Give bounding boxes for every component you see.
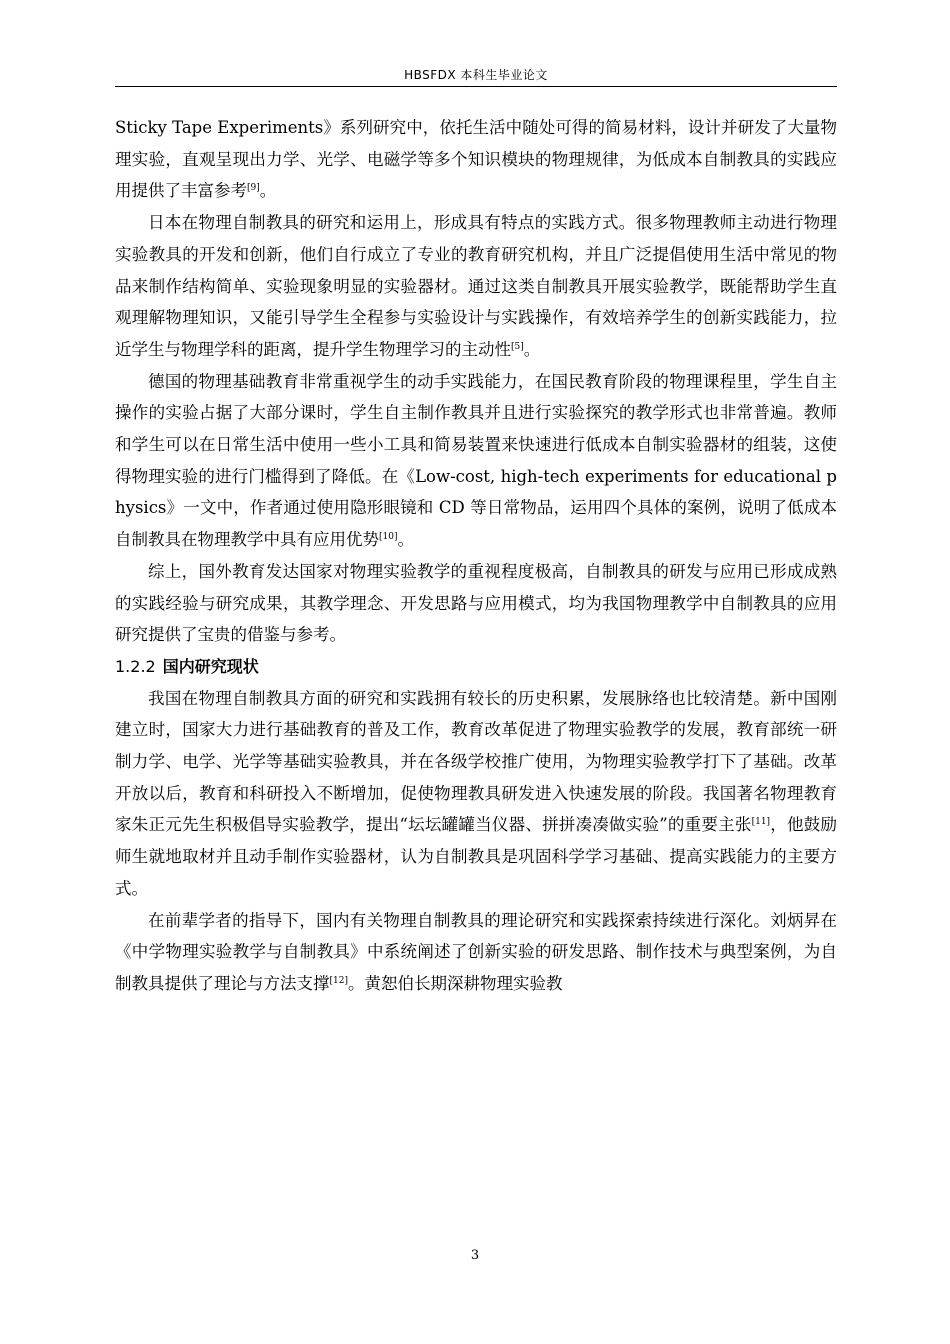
page-number: 3 [470,1248,480,1263]
citation: [12] [329,975,348,986]
header-rule [115,86,837,87]
paragraph-japan [115,207,837,366]
paragraph-text: 德国的物理基础教育非常重视学生的动手实践能力，在国民教育阶段的物理课程里，学生自主操作的实验占据了大部分课时，学生自主制作教具并且进行实验探究的教学形式也非常普遍。教师和学生可以在日常生活中使用一些小工具和简易装置来快速进行低成本自制实验器材的组装，这使得物理实验的进行门槛得到了降低。在《Low-cost, high-tech experiments for educational physics》一文中，作者通过使用隐形眼镜和 CD 等日常物品，运用四个具体的案例，说明了低成本自制教具在物理教学中具有应用优势 [115,371,837,550]
paragraph-summary [115,556,837,651]
paragraph-text: 综上，国外教育发达国家对物理实验教学的重视程度极高，自制教具的研发与应用已形成成熟的实践经验与研究成果，其教学理念、开发思路与应用模式，均为我国物理教学中自制教具的应用研究提供了宝贵的借鉴与参考。 [115,561,837,645]
citation: [9] [247,183,260,194]
body-text [115,112,837,1000]
paragraph-text: 日本在物理自制教具的研究和运用上，形成具有特点的实践方式。很多物理教师主动进行物理实验教具的开发和创新，他们自行成立了专业的教育研究机构，并且广泛提倡使用生活中常见的物品来制作结构简单、实验现象明显的实验器材。通过这类自制教具开展实验教学，既能帮助学生直观理解物理知识，又能引导学生全程参与实验设计与实践操作，有效培养学生的创新实践能力，拉近学生与物理学科的距离，提升学生物理学习的主动性 [115,213,837,359]
paragraph-end: 。 [259,181,277,201]
paragraph-text: 我国在物理自制教具方面的研究和实践拥有较长的历史积累，发展脉络也比较清楚。新中国刚建立时，国家大力进行基础教育的普及工作，教育改革促进了物理实验教学的发展，教育部统一研制力学、电学、光学等基础实验教具，并在各级学校推广使用，为物理实验教学打下了基础。改革开放以后，教育和科研投入不断增加，促使物理教具研发进入快速发展的阶段。我国著名物理教育家朱正元先生积极倡导实验教学，提出“坛坛罐罐当仪器、拼拼凑凑做实验”的重要主张 [115,688,837,835]
paragraph-continued [115,112,837,207]
running-header: HBSFDX 本科生毕业论文 [404,68,548,82]
paragraph-text: Sticky Tape Experiments》系列研究中，依托生活中随处可得的简易材料，设计并研发了大量物理实验，直观呈现出力学、光学、电磁学等多个知识模块的物理规律，为低成本自制教具的实践应用提供了丰富参考 [115,118,837,201]
paragraph-end: 。 [523,339,541,359]
citation: [10] [379,532,398,543]
citation: [11] [751,817,771,828]
paragraph-domestic-history [115,683,837,905]
paragraph-end: ，他鼓励师生就地取材并且动手制作实验器材，认为自制教具是巩固科学学习基础、提高实践能力的主要方式。 [115,815,838,898]
paragraph-text: 在前辈学者的指导下，国内有关物理自制教具的理论研究和实践探索持续进行深化。刘炳昇在《中学物理实验教学与自制教具》中系统阐述了创新实验的研发思路、制作技术与典型案例，为自制教具提供了理论与方法支撑 [115,910,837,993]
paragraph-germany [115,366,837,556]
section-number: 1.2.2 [115,656,156,676]
section-heading [115,651,837,683]
section-title: 国内研究现状 [162,656,259,676]
paragraph-domestic-research [115,905,837,1000]
paragraph-end: 。 [397,530,414,550]
citation: [5] [511,341,524,352]
paragraph-end: 。黄恕伯长期深耕物理实验教 [347,973,563,993]
